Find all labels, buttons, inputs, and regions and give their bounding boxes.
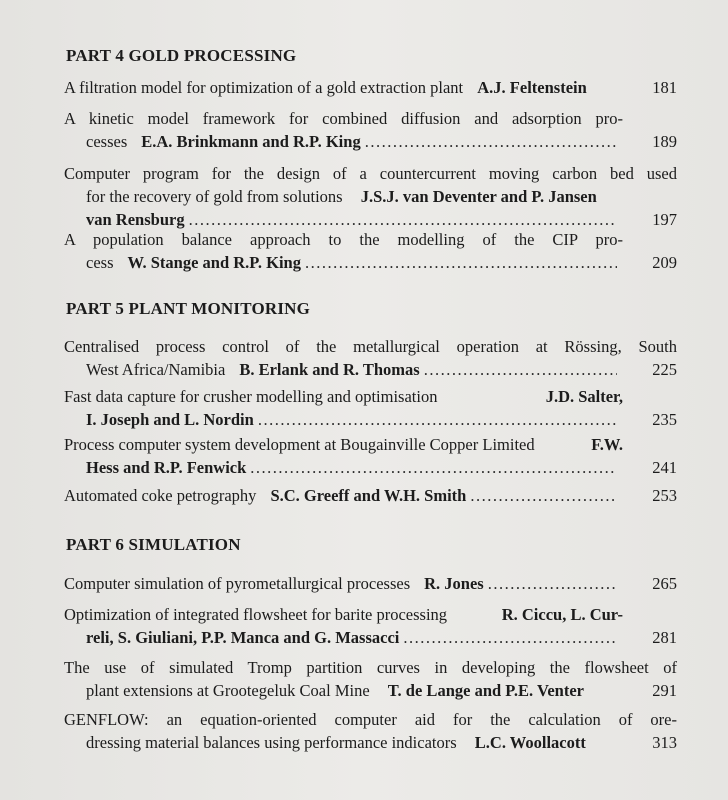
entry-page: 241	[652, 458, 677, 477]
entry-title: GENFLOW: an equation-oriented computer aid for the calculation of ore-	[64, 710, 677, 729]
entry-title: Computer simulation of pyrometallurgical processes	[64, 574, 411, 593]
entry-page: 313	[652, 733, 677, 752]
entry-title: Computer program for the design of a countercurrent moving carbon bed used	[64, 164, 677, 183]
toc-entry	[64, 603, 677, 649]
entry-authors-cont: I. Joseph and L. Nordin	[86, 410, 254, 429]
entry-page: 235	[652, 410, 677, 429]
entry-title-cont: West Africa/Namibia	[86, 360, 226, 379]
entry-authors: J.S.J. van Deventer and P. Jansen	[360, 187, 597, 206]
entry-authors: R. Ciccu, L. Cur-	[501, 605, 623, 624]
entry-authors-cont: van Rensburg	[86, 210, 185, 229]
entry-page: 189	[652, 132, 677, 151]
entry-authors: A.J. Feltenstein	[477, 78, 587, 97]
entry-title-cont: cesses	[86, 132, 128, 151]
entry-title: Process computer system development at Bougainville Copper Limited	[64, 435, 535, 454]
entry-page: 265	[652, 574, 677, 593]
entry-title-cont: cess	[86, 253, 114, 272]
toc-entry	[64, 433, 677, 479]
entry-authors: R. Jones	[424, 574, 484, 593]
entry-title: A kinetic model framework for combined diffusion and adsorption pro-	[64, 109, 623, 128]
entry-authors: F.W.	[591, 435, 623, 454]
part-4-heading: PART 4 GOLD PROCESSING	[66, 46, 297, 65]
dot-leader	[488, 572, 617, 595]
toc-entry	[64, 385, 677, 431]
entry-authors: T. de Lange and P.E. Venter	[387, 681, 584, 700]
toc-entry	[64, 708, 677, 754]
entry-authors-cont: reli, S. Giuliani, P.P. Manca and G. Massacci	[86, 628, 400, 647]
entry-authors: S.C. Greeff and W.H. Smith	[270, 486, 467, 505]
toc-entry	[64, 76, 677, 99]
entry-page: 209	[652, 253, 677, 272]
entry-page: 291	[652, 681, 677, 700]
entry-title-cont: plant extensions at Grootegeluk Coal Mine	[86, 681, 370, 700]
dot-leader	[365, 130, 617, 153]
entry-page: 225	[652, 360, 677, 379]
entry-authors-cont: Hess and R.P. Fenwick	[86, 458, 247, 477]
entry-page: 281	[652, 628, 677, 647]
entry-page: 197	[652, 210, 677, 229]
entry-title: Optimization of integrated flowsheet for barite processing	[64, 605, 448, 624]
toc-entry	[64, 335, 677, 381]
entry-title-cont: dressing material balances using performance indicators	[86, 733, 457, 752]
dot-leader	[403, 626, 617, 649]
dot-leader	[424, 358, 617, 381]
entry-title-cont: for the recovery of gold from solutions	[86, 187, 343, 206]
entry-authors: E.A. Brinkmann and R.P. King	[141, 132, 361, 151]
part-6-heading: PART 6 SIMULATION	[66, 535, 241, 554]
entry-page: 253	[652, 486, 677, 505]
toc-entry	[64, 656, 677, 702]
toc-entry	[64, 162, 677, 231]
entry-title: A population balance approach to the modelling of the CIP pro-	[64, 230, 623, 249]
dot-leader	[305, 251, 617, 274]
entry-title: Fast data capture for crusher modelling and optimisation	[64, 387, 438, 406]
toc-entry	[64, 228, 677, 274]
dot-leader	[258, 408, 617, 431]
toc-entry	[64, 572, 677, 595]
entry-authors: J.D. Salter,	[545, 387, 623, 406]
part-5-heading: PART 5 PLANT MONITORING	[66, 299, 311, 318]
entry-authors: W. Stange and R.P. King	[127, 253, 301, 272]
dot-leader	[470, 484, 617, 507]
entry-authors: B. Erlank and R. Thomas	[239, 360, 420, 379]
toc-entry	[64, 107, 677, 153]
entry-title: Automated coke petrography	[64, 486, 257, 505]
toc-entry	[64, 484, 677, 507]
entry-title: The use of simulated Tromp partition curves in developing the flowsheet of	[64, 658, 677, 677]
entry-authors: L.C. Woollacott	[474, 733, 586, 752]
entry-page: 181	[652, 78, 677, 97]
dot-leader	[250, 456, 617, 479]
entry-title: Centralised process control of the metallurgical operation at Rössing, South	[64, 337, 677, 356]
entry-title: A filtration model for optimization of a gold extraction plant	[64, 78, 464, 97]
